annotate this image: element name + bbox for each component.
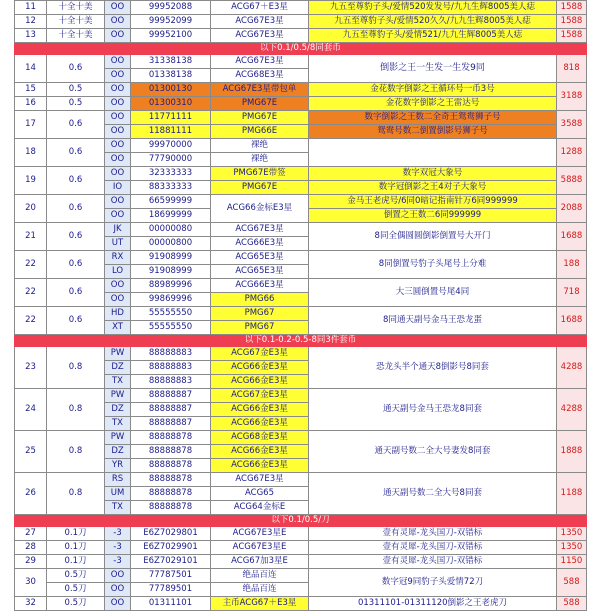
table-row bbox=[15, 97, 587, 111]
row-no: 26 bbox=[15, 473, 47, 515]
grade-tag: ACG68金E3星 bbox=[211, 431, 309, 445]
prefix: -3 bbox=[105, 527, 131, 541]
grade: 0.5刀 bbox=[47, 597, 105, 611]
serial-number: 88888878 bbox=[131, 501, 211, 515]
serial-number: 91908999 bbox=[131, 265, 211, 279]
grade-tag: ACG67E3星 bbox=[211, 473, 309, 487]
prefix: OO bbox=[105, 15, 131, 29]
grade: 0.8 bbox=[47, 389, 105, 431]
table-row bbox=[15, 389, 587, 403]
prefix: OO bbox=[105, 167, 131, 181]
prefix: TX bbox=[105, 417, 131, 431]
grade-tag: ACG67E3星 bbox=[211, 15, 309, 29]
row-no: 28 bbox=[15, 541, 47, 555]
prefix: JK bbox=[105, 223, 131, 237]
description: 壹有灵犀-龙头国刀-双错标 bbox=[309, 527, 557, 541]
price: 818 bbox=[557, 55, 587, 83]
prefix: OO bbox=[105, 153, 131, 167]
price: 2088 bbox=[557, 195, 587, 223]
grade: 0.6 bbox=[47, 195, 105, 223]
grade-tag: ACG64金标E bbox=[211, 501, 309, 515]
prefix: PW bbox=[105, 389, 131, 403]
grade: 0.6 bbox=[47, 139, 105, 167]
serial-number: 55555550 bbox=[131, 307, 211, 321]
serial-number: 99952100 bbox=[131, 29, 211, 43]
serial-number: 77787501 bbox=[131, 569, 211, 583]
table-row bbox=[15, 55, 587, 69]
description: 通天副号数二全大号8同套 bbox=[309, 473, 557, 515]
section-header bbox=[15, 515, 587, 527]
table-row bbox=[15, 307, 587, 321]
grade-tag: ACG67金E3星 bbox=[211, 389, 309, 403]
prefix: UM bbox=[105, 487, 131, 501]
row-no: 22 bbox=[15, 307, 47, 335]
table-row bbox=[15, 347, 587, 361]
table-row bbox=[15, 473, 587, 487]
grade: 0.1刀 bbox=[47, 541, 105, 555]
serial-number: 88888887 bbox=[131, 403, 211, 417]
price: 1588 bbox=[557, 1, 587, 15]
serial-number: 88888887 bbox=[131, 389, 211, 403]
grade-tag: PMG66E bbox=[211, 125, 309, 139]
price: 588 bbox=[557, 597, 587, 611]
description: 数字双冠大象号 bbox=[309, 167, 557, 181]
prefix: OO bbox=[105, 69, 131, 83]
prefix: OO bbox=[105, 139, 131, 153]
serial-number: 77790000 bbox=[131, 153, 211, 167]
serial-number: 88888878 bbox=[131, 459, 211, 473]
description: 数字冠倒影之王4对子大象号 bbox=[309, 181, 557, 195]
grade: 0.6 bbox=[47, 167, 105, 195]
description: 8同倒置号豹子头尾号上分难 bbox=[309, 251, 557, 279]
table-row bbox=[15, 431, 587, 445]
serial-number: 32333333 bbox=[131, 167, 211, 181]
table-row bbox=[15, 111, 587, 125]
grade: 0.8 bbox=[47, 473, 105, 515]
table-row bbox=[15, 251, 587, 265]
serial-number: 66599999 bbox=[131, 195, 211, 209]
grade-tag: ACG66金E3星 bbox=[211, 375, 309, 389]
grade-tag: ACG67E3星 bbox=[211, 29, 309, 43]
serial-number: E6Z7029101 bbox=[131, 555, 211, 569]
serial-number: 00000080 bbox=[131, 223, 211, 237]
prefix: PW bbox=[105, 347, 131, 361]
grade-tag: PMG67E bbox=[211, 181, 309, 195]
grade-tag: PMG67E bbox=[211, 97, 309, 111]
table-row bbox=[15, 541, 587, 555]
table-row bbox=[15, 555, 587, 569]
prefix: OO bbox=[105, 29, 131, 43]
grade-tag: 主币ACG67＋E3星 bbox=[211, 597, 309, 611]
description: 8同全偶圆圆倒影倒置号大开门 bbox=[309, 223, 557, 251]
table-row bbox=[15, 83, 587, 97]
prefix: RS bbox=[105, 473, 131, 487]
serial-number: 88888878 bbox=[131, 487, 211, 501]
serial-number: 01300310 bbox=[131, 97, 211, 111]
description: 金花数字倒影之王循环号一币3号 bbox=[309, 83, 557, 97]
row-no: 15 bbox=[15, 83, 47, 97]
grade: 0.5刀 bbox=[47, 569, 105, 583]
serial-number: 01311101 bbox=[131, 597, 211, 611]
row-no: 11 bbox=[15, 1, 47, 15]
table-row bbox=[15, 167, 587, 181]
price: 3188 bbox=[557, 83, 587, 111]
table-row bbox=[15, 279, 587, 293]
price: 188 bbox=[557, 251, 587, 279]
description: 恐龙头半个通天8倒影号8同套 bbox=[309, 347, 557, 389]
serial-number: 31338138 bbox=[131, 55, 211, 69]
serial-number: 99869996 bbox=[131, 293, 211, 307]
serial-number: 88888878 bbox=[131, 445, 211, 459]
grade-tag: ACG67E3星E bbox=[211, 527, 309, 541]
grade-tag: ACG66金E3星 bbox=[211, 361, 309, 375]
grade: 0.1刀 bbox=[47, 555, 105, 569]
prefix: OO bbox=[105, 1, 131, 15]
grade: 0.8 bbox=[47, 347, 105, 389]
grade-tag: ACG65E3星 bbox=[211, 265, 309, 279]
serial-number: 77789501 bbox=[131, 583, 211, 597]
price: 1688 bbox=[557, 307, 587, 335]
grade-tag: ACG67＋E3星 bbox=[211, 1, 309, 15]
prefix: TX bbox=[105, 501, 131, 515]
description: 倒影之王一生发一生发9同 bbox=[309, 55, 557, 83]
grade: 0.6 bbox=[47, 55, 105, 83]
prefix: UT bbox=[105, 237, 131, 251]
price: 4288 bbox=[557, 389, 587, 431]
grade: 0.6 bbox=[47, 223, 105, 251]
table-row bbox=[15, 195, 587, 209]
table-row bbox=[15, 569, 587, 583]
price-sheet bbox=[14, 0, 586, 611]
prefix: OO bbox=[105, 111, 131, 125]
prefix: OO bbox=[105, 293, 131, 307]
row-no: 13 bbox=[15, 29, 47, 43]
section-title: 以下0.1/0.5/8同套币 bbox=[15, 43, 587, 55]
row-no: 21 bbox=[15, 223, 47, 251]
row-no: 18 bbox=[15, 139, 47, 167]
section-title: 以下0.1-0.2-0.5-8同3件套币 bbox=[15, 335, 587, 347]
description: 金马王老虎号/6同0暗记指南针万6同999999 bbox=[309, 195, 557, 209]
grade: 十全十美 bbox=[47, 1, 105, 15]
grade-tag: 绝品百连 bbox=[211, 569, 309, 583]
prefix: TX bbox=[105, 375, 131, 389]
description: 大三圆倒置号尾4同 bbox=[309, 279, 557, 307]
grade-tag: ACG67E3星E bbox=[211, 541, 309, 555]
row-no: 20 bbox=[15, 195, 47, 223]
description: 8同通天副号金马王恐龙蛋 bbox=[309, 307, 557, 335]
price: 1350 bbox=[557, 541, 587, 555]
grade: 十全十美 bbox=[47, 29, 105, 43]
description: 金花数字倒影之王雷达号 bbox=[309, 97, 557, 111]
grade-tag: ACG66金E3星 bbox=[211, 417, 309, 431]
serial-number: 88888883 bbox=[131, 375, 211, 389]
prefix: OO bbox=[105, 125, 131, 139]
grade-tag: ACG67E3星带包单 bbox=[211, 83, 309, 97]
prefix: DZ bbox=[105, 445, 131, 459]
grade: 十全十美 bbox=[47, 15, 105, 29]
prefix: OO bbox=[105, 97, 131, 111]
grade: 0.6 bbox=[47, 251, 105, 279]
grade: 0.5刀 bbox=[47, 583, 105, 597]
grade-tag: ACG66E3星 bbox=[211, 237, 309, 251]
grade: 0.6 bbox=[47, 111, 105, 139]
prefix: OO bbox=[105, 209, 131, 223]
table-row bbox=[15, 597, 587, 611]
section-header bbox=[15, 43, 587, 55]
grade-tag: PMG67E带签 bbox=[211, 167, 309, 181]
serial-number: 99952088 bbox=[131, 1, 211, 15]
description: 鸳鸯号数二倒置倒影号狮子号 bbox=[309, 125, 557, 139]
serial-number: 88888883 bbox=[131, 347, 211, 361]
prefix: PW bbox=[105, 431, 131, 445]
prefix: DZ bbox=[105, 361, 131, 375]
grade-tag: PMG67 bbox=[211, 307, 309, 321]
prefix: XT bbox=[105, 321, 131, 335]
grade-tag: ACG67E3星 bbox=[211, 55, 309, 69]
price: 1288 bbox=[557, 139, 587, 167]
prefix: OO bbox=[105, 569, 131, 583]
section-title: 以下0.1/0.5/刀 bbox=[15, 515, 587, 527]
description: 壹有灵犀-龙头国刀-双错标 bbox=[309, 555, 557, 569]
description: 数字冠9同豹子头爱情72刀 bbox=[309, 569, 557, 597]
description: 倒置之王数二6同999999 bbox=[309, 209, 557, 223]
price: 4288 bbox=[557, 347, 587, 389]
row-no: 32 bbox=[15, 597, 47, 611]
grade-tag: ACG66金标E3星 bbox=[211, 195, 309, 223]
prefix: OO bbox=[105, 583, 131, 597]
prefix: -3 bbox=[105, 555, 131, 569]
grade-tag: ACG67加3星E bbox=[211, 555, 309, 569]
price: 1188 bbox=[557, 473, 587, 515]
serial-number: 99952099 bbox=[131, 15, 211, 29]
price: 3588 bbox=[557, 111, 587, 139]
table-row bbox=[15, 15, 587, 29]
table-row bbox=[15, 29, 587, 43]
row-no: 25 bbox=[15, 431, 47, 473]
grade-tag: 绝品百连 bbox=[211, 583, 309, 597]
table-row bbox=[15, 139, 587, 153]
serial-number: 11881111 bbox=[131, 125, 211, 139]
row-no: 30 bbox=[15, 569, 47, 597]
serial-number: 18699999 bbox=[131, 209, 211, 223]
serial-number: E6Z7029801 bbox=[131, 527, 211, 541]
prefix: OO bbox=[105, 55, 131, 69]
description: 壹有灵犀-龙头国刀-双错标 bbox=[309, 541, 557, 555]
row-no: 17 bbox=[15, 111, 47, 139]
row-no: 22 bbox=[15, 279, 47, 307]
grade-tag: 裸绝 bbox=[211, 139, 309, 153]
serial-number: 88888883 bbox=[131, 361, 211, 375]
description: 通天副号金马王恐龙8同套 bbox=[309, 389, 557, 431]
prefix: YR bbox=[105, 459, 131, 473]
prefix: HD bbox=[105, 307, 131, 321]
serial-number: 01338138 bbox=[131, 69, 211, 83]
serial-number: 88989996 bbox=[131, 279, 211, 293]
table-row bbox=[15, 223, 587, 237]
grade-tag: 裸绝 bbox=[211, 153, 309, 167]
serial-number: 88888878 bbox=[131, 431, 211, 445]
grade-tag: ACG65E3星 bbox=[211, 251, 309, 265]
row-no: 27 bbox=[15, 527, 47, 541]
row-no: 14 bbox=[15, 55, 47, 83]
price: 1150 bbox=[557, 555, 587, 569]
serial-number: 91908999 bbox=[131, 251, 211, 265]
price: 1588 bbox=[557, 29, 587, 43]
prefix: IO bbox=[105, 181, 131, 195]
description: 通天副号数二全大号妻发8同套 bbox=[309, 431, 557, 473]
serial-number: E6Z7029901 bbox=[131, 541, 211, 555]
grade-tag: ACG68E3星 bbox=[211, 69, 309, 83]
prefix: OO bbox=[105, 597, 131, 611]
description: 01311101-01311120倒影之王老虎刀 bbox=[309, 597, 557, 611]
table-row bbox=[15, 527, 587, 541]
grade: 0.5 bbox=[47, 97, 105, 111]
listing-table bbox=[14, 0, 587, 611]
row-no: 19 bbox=[15, 167, 47, 195]
row-no: 29 bbox=[15, 555, 47, 569]
grade-tag: ACG66E3星 bbox=[211, 279, 309, 293]
section-header bbox=[15, 335, 587, 347]
serial-number: 00000800 bbox=[131, 237, 211, 251]
grade: 0.6 bbox=[47, 279, 105, 307]
row-no: 22 bbox=[15, 251, 47, 279]
prefix: OO bbox=[105, 83, 131, 97]
grade-tag: PMG67 bbox=[211, 321, 309, 335]
prefix: -3 bbox=[105, 541, 131, 555]
description: 九五至尊豹子头/爱情520久久/九九生辉8005美人痣 bbox=[309, 15, 557, 29]
serial-number: 55555550 bbox=[131, 321, 211, 335]
grade-tag: ACG66金E3星 bbox=[211, 459, 309, 473]
row-no: 16 bbox=[15, 97, 47, 111]
price: 718 bbox=[557, 279, 587, 307]
grade-tag: ACG66金E3星 bbox=[211, 445, 309, 459]
grade-tag: ACG67E3星 bbox=[211, 223, 309, 237]
serial-number: 88333333 bbox=[131, 181, 211, 195]
grade-tag: PMG67E bbox=[211, 111, 309, 125]
serial-number: 11771111 bbox=[131, 111, 211, 125]
prefix: DZ bbox=[105, 403, 131, 417]
serial-number: 01300130 bbox=[131, 83, 211, 97]
grade-tag: ACG65 bbox=[211, 487, 309, 501]
prefix: RX bbox=[105, 251, 131, 265]
grade-tag: PMG66 bbox=[211, 293, 309, 307]
price: 1688 bbox=[557, 223, 587, 251]
grade-tag: ACG67金E3星 bbox=[211, 347, 309, 361]
price: 1588 bbox=[557, 15, 587, 29]
grade-tag: ACG66金E3星 bbox=[211, 403, 309, 417]
price: 1888 bbox=[557, 431, 587, 473]
serial-number: 88888878 bbox=[131, 473, 211, 487]
description bbox=[309, 139, 557, 167]
prefix: OO bbox=[105, 195, 131, 209]
grade: 0.6 bbox=[47, 307, 105, 335]
grade: 0.1刀 bbox=[47, 527, 105, 541]
description: 数字倒影之王数二全奇王鸳鸯狮子号 bbox=[309, 111, 557, 125]
grade: 0.5 bbox=[47, 83, 105, 97]
price: 1350 bbox=[557, 527, 587, 541]
description: 九五至尊豹子头/爱情520发发号/九九生辉8005美人痣 bbox=[309, 1, 557, 15]
prefix: OO bbox=[105, 279, 131, 293]
row-no: 12 bbox=[15, 15, 47, 29]
prefix: LO bbox=[105, 265, 131, 279]
row-no: 23 bbox=[15, 347, 47, 389]
grade: 0.8 bbox=[47, 431, 105, 473]
serial-number: 88888887 bbox=[131, 417, 211, 431]
serial-number: 99970000 bbox=[131, 139, 211, 153]
price: 5888 bbox=[557, 167, 587, 195]
table-row bbox=[15, 1, 587, 15]
row-no: 24 bbox=[15, 389, 47, 431]
price: 588 bbox=[557, 569, 587, 597]
description: 九五至尊豹子头/爱情521/九九生辉8005美人痣 bbox=[309, 29, 557, 43]
